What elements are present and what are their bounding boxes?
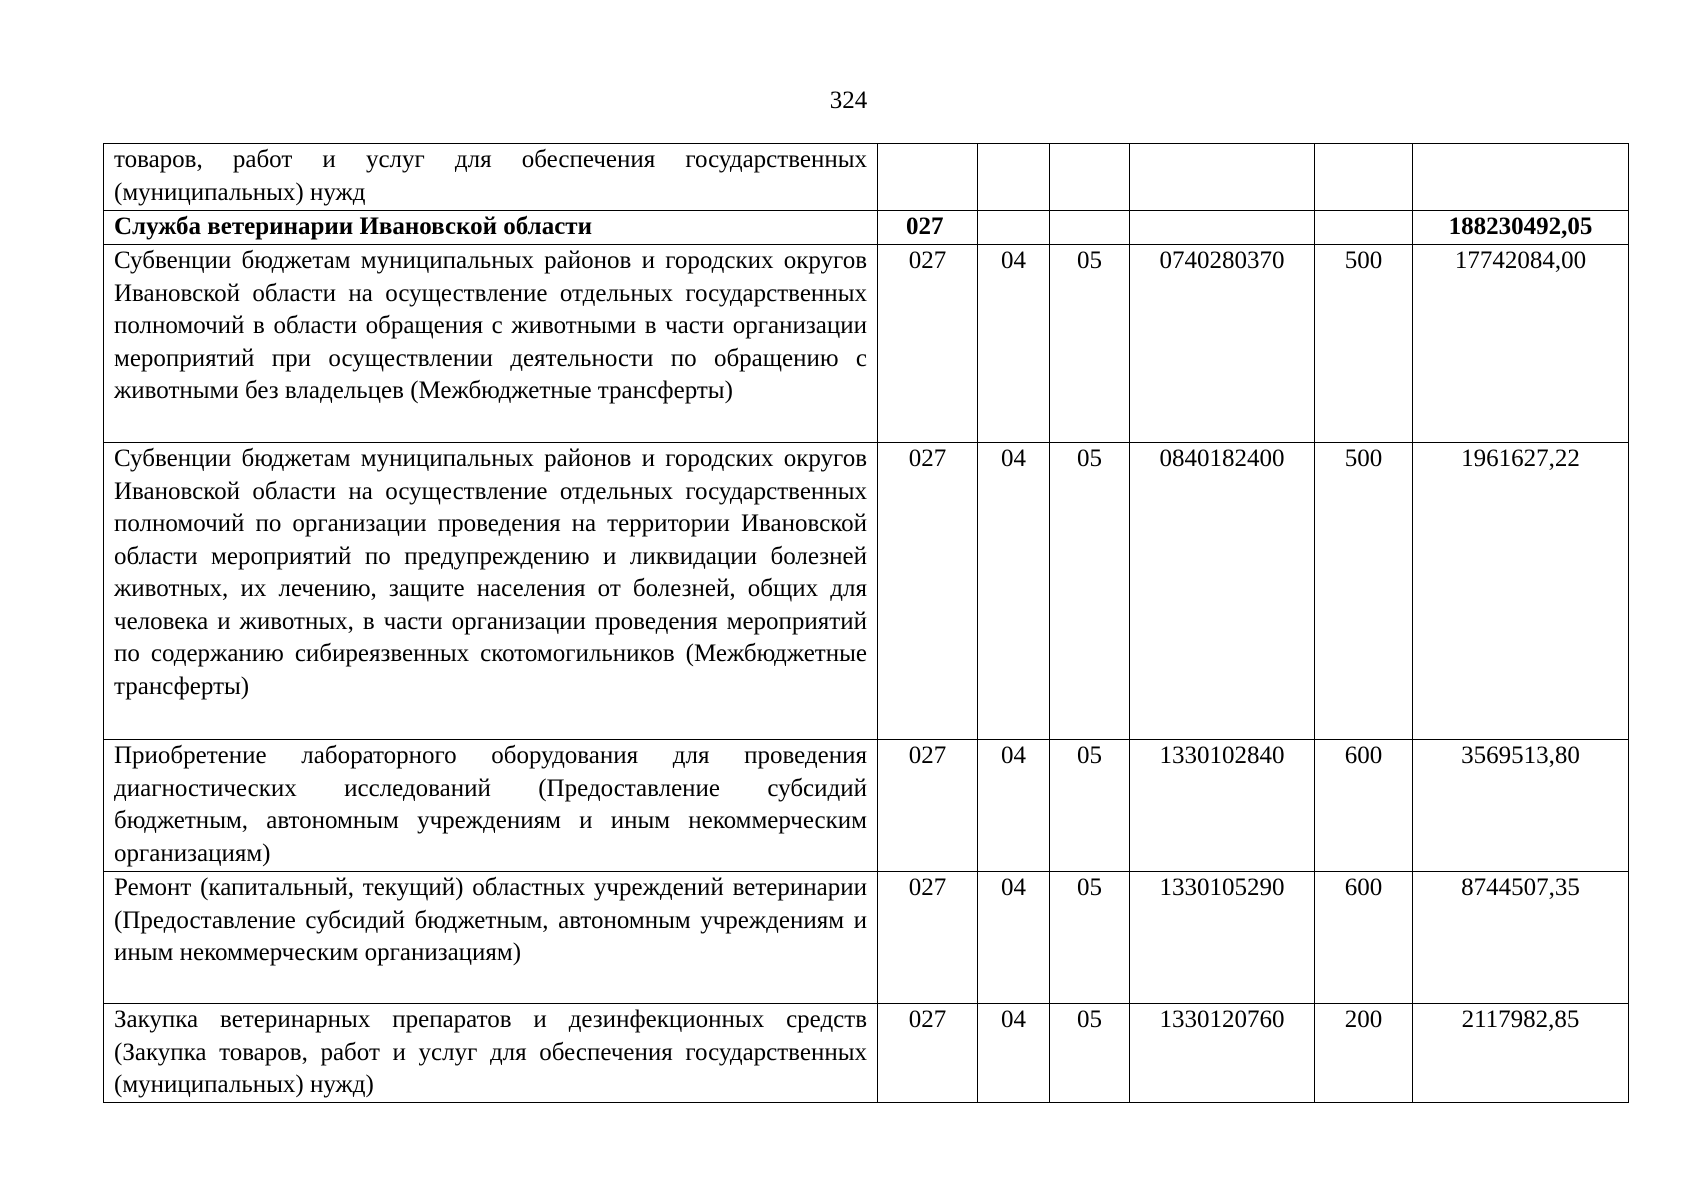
amount: 8744507,35: [1413, 872, 1629, 1004]
amount: 3569513,80: [1413, 740, 1629, 872]
table-row: [104, 245, 1629, 443]
section-code: [978, 211, 1050, 245]
row-description: Закупка ветеринарных препаратов и дезинфекционных средств (Закупка товаров, работ и услуг для обеспечения государственных (муниципальных) нужд): [104, 1004, 878, 1103]
budget-table-body: [104, 144, 1629, 1103]
table-row: [104, 740, 1629, 872]
subsection-code: [1050, 211, 1130, 245]
target-article-code: 0740280370: [1130, 245, 1315, 443]
section-total-amount: 188230492,05: [1413, 211, 1629, 245]
expense-type-code: 600: [1315, 872, 1413, 1004]
section-code: 04: [978, 1004, 1050, 1103]
row-description: Субвенции бюджетам муниципальных районов и городских округов Ивановской области на осуществление отдельных государственных полномочий по организации проведения на территории Ивановской области мероприятий по предупреждению и ликвидации болезней животных, их лечению, защите населения от болезней, общих для человека и животных, в части организации проведения мероприятий по содержанию сибиреязвенных скотомогильников (Межбюджетные трансферты): [104, 443, 878, 740]
section-code: 04: [978, 245, 1050, 443]
ministry-code: [878, 144, 978, 211]
expense-type-code: [1315, 144, 1413, 211]
table-row: [104, 1004, 1629, 1103]
table-row: [104, 872, 1629, 1004]
amount: 17742084,00: [1413, 245, 1629, 443]
amount: 1961627,22: [1413, 443, 1629, 740]
section-code: 04: [978, 443, 1050, 740]
expense-type-code: 200: [1315, 1004, 1413, 1103]
table-row: [104, 443, 1629, 740]
subsection-code: 05: [1050, 740, 1130, 872]
row-description: товаров, работ и услуг для обеспечения государственных (муниципальных) нужд: [104, 144, 878, 211]
expense-type-code: 500: [1315, 245, 1413, 443]
ministry-code: 027: [878, 740, 978, 872]
target-article-code: 1330105290: [1130, 872, 1315, 1004]
table-row: [104, 144, 1629, 211]
target-article-code: 1330102840: [1130, 740, 1315, 872]
expense-type-code: 600: [1315, 740, 1413, 872]
subsection-code: 05: [1050, 1004, 1130, 1103]
expense-type-code: 500: [1315, 443, 1413, 740]
row-description: Субвенции бюджетам муниципальных районов и городских округов Ивановской области на осуществление отдельных государственных полномочий в области обращения с животными в части организации мероприятий при осуществлении деятельности по обращению с животными без владельцев (Межбюджетные трансферты): [104, 245, 878, 443]
subsection-code: 05: [1050, 245, 1130, 443]
ministry-code: 027: [878, 443, 978, 740]
row-description: Ремонт (капитальный, текущий) областных учреждений ветеринарии (Предоставление субсидий бюджетным, автономным учреждениям и иным некоммерческим организациям): [104, 872, 878, 1004]
section-row: [104, 211, 1629, 245]
expense-type-code: [1315, 211, 1413, 245]
section-code: 04: [978, 872, 1050, 1004]
target-article-code: [1130, 144, 1315, 211]
target-article-code: [1130, 211, 1315, 245]
ministry-code: 027: [878, 245, 978, 443]
page-number: 324: [829, 87, 868, 114]
section-code: [978, 144, 1050, 211]
amount: [1413, 144, 1629, 211]
subsection-code: 05: [1050, 443, 1130, 740]
section-code: 04: [978, 740, 1050, 872]
subsection-code: [1050, 144, 1130, 211]
row-description: Приобретение лабораторного оборудования для проведения диагностических исследований (Предоставление субсидий бюджетным, автономным учреждениям и иным некоммерческим организациям): [104, 740, 878, 872]
ministry-code: 027: [878, 872, 978, 1004]
budget-table: [103, 143, 1629, 1103]
ministry-code: 027: [878, 1004, 978, 1103]
section-title: Служба ветеринарии Ивановской области: [104, 211, 878, 245]
ministry-code: 027: [878, 211, 978, 245]
subsection-code: 05: [1050, 872, 1130, 1004]
amount: 2117982,85: [1413, 1004, 1629, 1103]
target-article-code: 1330120760: [1130, 1004, 1315, 1103]
target-article-code: 0840182400: [1130, 443, 1315, 740]
